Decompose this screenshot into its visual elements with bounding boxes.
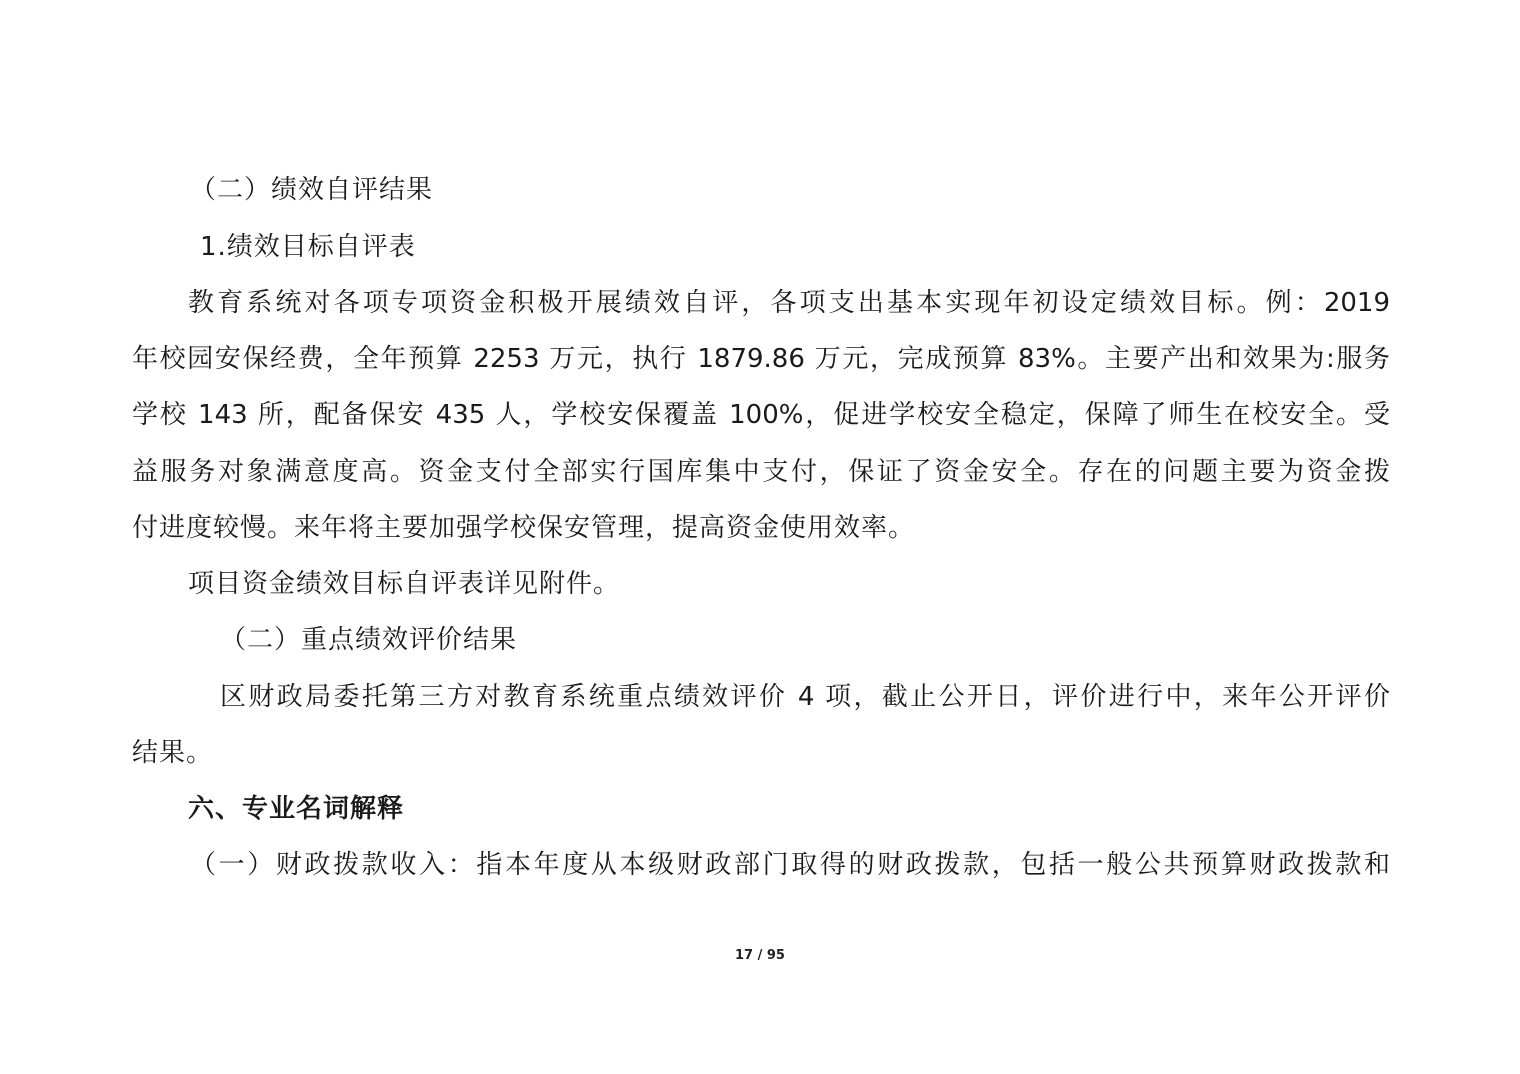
item-performance-target-table: 1.绩效目标自评表 [200, 232, 416, 262]
paragraph-line: 教育系统对各项专项资金积极开展绩效自评，各项支出基本实现年初设定绩效目标。例：2019 [188, 288, 1390, 318]
paragraph-line: 区财政局委托第三方对教育系统重点绩效评价 4 项，截止公开日，评价进行中，来年公开评价 [220, 682, 1390, 712]
paragraph-line: 结果。 [132, 738, 214, 768]
paragraph-line: （一）财政拨款收入：指本年度从本级财政部门取得的财政拨款，包括一般公共预算财政拨款和 [190, 850, 1390, 880]
paragraph-line: 付进度较慢。来年将主要加强学校保安管理，提高资金使用效率。 [132, 513, 916, 543]
paragraph-line: 学校 143 所，配备保安 435 人，学校安保覆盖 100%，促进学校安全稳定，保障了师生在校安全。受 [132, 400, 1390, 430]
paragraph-line: 年校园安保经费，全年预算 2253 万元，执行 1879.86 万元，完成预算 83%。主要产出和效果为:服务 [132, 344, 1390, 374]
paragraph-attachment-note: 项目资金绩效目标自评表详见附件。 [188, 569, 621, 599]
page-number: 17 / 95 [735, 948, 785, 963]
section-heading-terminology: 六、专业名词解释 [188, 794, 405, 824]
paragraph-line: 益服务对象满意度高。资金支付全部实行国库集中支付，保证了资金安全。存在的问题主要为资金拨 [132, 457, 1390, 487]
sub-heading-key-performance-evaluation: （二）重点绩效评价结果 [220, 625, 518, 655]
sub-heading-performance-self-evaluation: （二）绩效自评结果 [190, 175, 434, 205]
